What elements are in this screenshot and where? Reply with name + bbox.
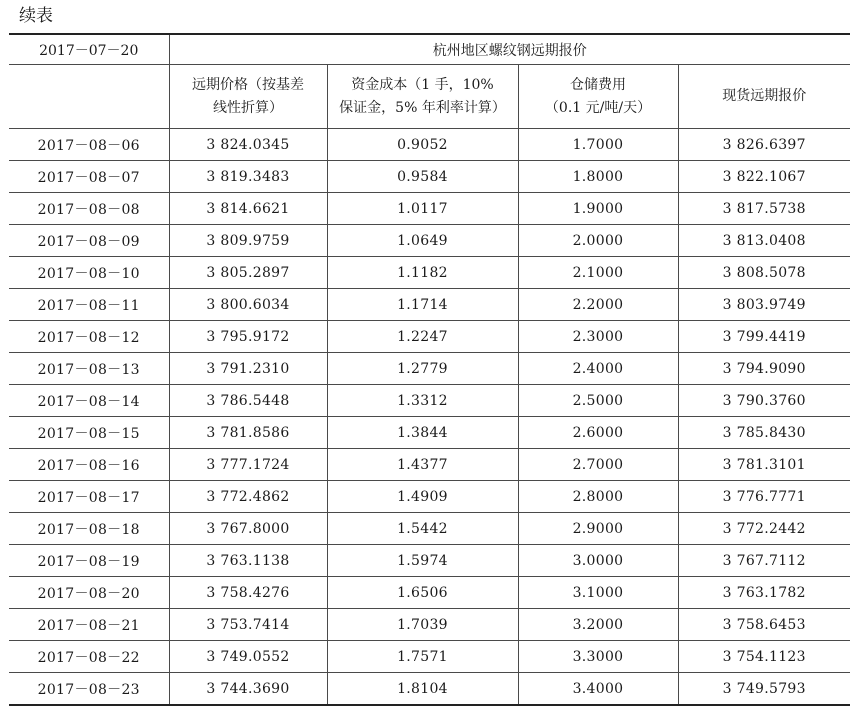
cell-date: 2017－08－20	[9, 577, 169, 609]
cell-storage-fee: 1.7000	[518, 129, 678, 161]
cell-forward-price: 3 749.0552	[169, 641, 327, 673]
cell-forward-price: 3 824.0345	[169, 129, 327, 161]
table-row	[9, 609, 850, 641]
cell-forward-price: 3 795.9172	[169, 321, 327, 353]
header-line: 现货远期报价	[722, 88, 807, 104]
cell-date: 2017－08－13	[9, 353, 169, 385]
header-line: 仓储费用	[570, 76, 626, 93]
cell-date: 2017－08－11	[9, 289, 169, 321]
cell-forward-price: 3 805.2897	[169, 257, 327, 289]
header-spot-forward-quote	[678, 65, 850, 129]
cell-capital-cost: 1.5442	[327, 513, 518, 545]
header-row-columns	[9, 65, 850, 129]
table-row	[9, 353, 850, 385]
cell-forward-price: 3 809.9759	[169, 225, 327, 257]
cell-spot-forward-quote: 3 785.8430	[678, 417, 850, 449]
header-line: （0.1 元/吨/天）	[544, 99, 652, 116]
header-line: 远期价格（按基差	[192, 76, 304, 93]
header-line: 保证金，5% 年利率计算）	[339, 99, 506, 116]
table-caption: 续表	[19, 6, 53, 26]
table-row	[9, 513, 850, 545]
cell-date: 2017－08－21	[9, 609, 169, 641]
cell-capital-cost: 1.2247	[327, 321, 518, 353]
table-row	[9, 257, 850, 289]
cell-storage-fee: 2.1000	[518, 257, 678, 289]
table-body	[9, 129, 850, 706]
cell-capital-cost: 1.3844	[327, 417, 518, 449]
cell-date: 2017－08－23	[9, 673, 169, 706]
cell-storage-fee: 2.4000	[518, 353, 678, 385]
cell-forward-price: 3 781.8586	[169, 417, 327, 449]
cell-spot-forward-quote: 3 767.7112	[678, 545, 850, 577]
cell-forward-price: 3 819.3483	[169, 161, 327, 193]
cell-spot-forward-quote: 3 772.2442	[678, 513, 850, 545]
table-row	[9, 161, 850, 193]
cell-storage-fee: 2.3000	[518, 321, 678, 353]
cell-storage-fee: 3.1000	[518, 577, 678, 609]
cell-date: 2017－08－16	[9, 449, 169, 481]
cell-capital-cost: 1.8104	[327, 673, 518, 706]
cell-spot-forward-quote: 3 758.6453	[678, 609, 850, 641]
table-row	[9, 289, 850, 321]
cell-storage-fee: 1.8000	[518, 161, 678, 193]
cell-forward-price: 3 814.6621	[169, 193, 327, 225]
cell-forward-price: 3 777.1724	[169, 449, 327, 481]
cell-forward-price: 3 763.1138	[169, 545, 327, 577]
cell-date: 2017－08－15	[9, 417, 169, 449]
cell-storage-fee: 2.0000	[518, 225, 678, 257]
cell-spot-forward-quote: 3 763.1782	[678, 577, 850, 609]
cell-storage-fee: 3.0000	[518, 545, 678, 577]
cell-spot-forward-quote: 3 781.3101	[678, 449, 850, 481]
cell-capital-cost: 1.2779	[327, 353, 518, 385]
header-line: 线性折算）	[213, 99, 283, 116]
cell-spot-forward-quote: 3 749.5793	[678, 673, 850, 706]
table-row	[9, 545, 850, 577]
table-row	[9, 417, 850, 449]
cell-date: 2017－08－06	[9, 129, 169, 161]
header-date: 2017－07－20	[9, 34, 169, 65]
cell-spot-forward-quote: 3 822.1067	[678, 161, 850, 193]
cell-storage-fee: 1.9000	[518, 193, 678, 225]
cell-storage-fee: 2.5000	[518, 385, 678, 417]
cell-date: 2017－08－12	[9, 321, 169, 353]
cell-capital-cost: 1.0649	[327, 225, 518, 257]
cell-forward-price: 3 744.3690	[169, 673, 327, 706]
table-row	[9, 481, 850, 513]
cell-capital-cost: 1.7039	[327, 609, 518, 641]
table-row	[9, 673, 850, 706]
cell-storage-fee: 3.4000	[518, 673, 678, 706]
price-table	[9, 33, 850, 706]
table-row	[9, 129, 850, 161]
header-capital-cost	[327, 65, 518, 129]
header-line: 资金成本（1 手，10%	[351, 76, 494, 93]
table-header	[9, 34, 850, 129]
cell-capital-cost: 1.1714	[327, 289, 518, 321]
cell-date: 2017－08－14	[9, 385, 169, 417]
cell-date: 2017－08－17	[9, 481, 169, 513]
cell-forward-price: 3 767.8000	[169, 513, 327, 545]
cell-capital-cost: 0.9584	[327, 161, 518, 193]
cell-spot-forward-quote: 3 794.9090	[678, 353, 850, 385]
cell-storage-fee: 3.3000	[518, 641, 678, 673]
cell-capital-cost: 1.4909	[327, 481, 518, 513]
table-row	[9, 449, 850, 481]
cell-spot-forward-quote: 3 776.7771	[678, 481, 850, 513]
cell-capital-cost: 1.3312	[327, 385, 518, 417]
header-empty-cell	[9, 65, 169, 129]
cell-spot-forward-quote: 3 813.0408	[678, 225, 850, 257]
table-row	[9, 385, 850, 417]
header-row-top	[9, 34, 850, 65]
cell-capital-cost: 1.4377	[327, 449, 518, 481]
cell-capital-cost: 1.6506	[327, 577, 518, 609]
cell-spot-forward-quote: 3 808.5078	[678, 257, 850, 289]
header-group-title: 杭州地区螺纹钢远期报价	[169, 34, 850, 65]
cell-date: 2017－08－10	[9, 257, 169, 289]
cell-spot-forward-quote: 3 817.5738	[678, 193, 850, 225]
table-row	[9, 321, 850, 353]
cell-date: 2017－08－19	[9, 545, 169, 577]
cell-forward-price: 3 758.4276	[169, 577, 327, 609]
cell-storage-fee: 3.2000	[518, 609, 678, 641]
header-forward-price	[169, 65, 327, 129]
table-row	[9, 225, 850, 257]
table-row	[9, 641, 850, 673]
cell-date: 2017－08－09	[9, 225, 169, 257]
cell-spot-forward-quote: 3 803.9749	[678, 289, 850, 321]
cell-date: 2017－08－08	[9, 193, 169, 225]
cell-date: 2017－08－22	[9, 641, 169, 673]
cell-capital-cost: 1.0117	[327, 193, 518, 225]
cell-forward-price: 3 772.4862	[169, 481, 327, 513]
cell-spot-forward-quote: 3 754.1123	[678, 641, 850, 673]
cell-storage-fee: 2.7000	[518, 449, 678, 481]
cell-storage-fee: 2.2000	[518, 289, 678, 321]
cell-capital-cost: 1.7571	[327, 641, 518, 673]
cell-storage-fee: 2.8000	[518, 481, 678, 513]
cell-forward-price: 3 800.6034	[169, 289, 327, 321]
table-row	[9, 577, 850, 609]
cell-storage-fee: 2.9000	[518, 513, 678, 545]
cell-date: 2017－08－18	[9, 513, 169, 545]
cell-forward-price: 3 786.5448	[169, 385, 327, 417]
cell-storage-fee: 2.6000	[518, 417, 678, 449]
cell-forward-price: 3 753.7414	[169, 609, 327, 641]
cell-spot-forward-quote: 3 826.6397	[678, 129, 850, 161]
cell-forward-price: 3 791.2310	[169, 353, 327, 385]
cell-date: 2017－08－07	[9, 161, 169, 193]
header-storage-fee	[518, 65, 678, 129]
cell-capital-cost: 1.1182	[327, 257, 518, 289]
cell-spot-forward-quote: 3 790.3760	[678, 385, 850, 417]
cell-capital-cost: 0.9052	[327, 129, 518, 161]
cell-capital-cost: 1.5974	[327, 545, 518, 577]
table-row	[9, 193, 850, 225]
cell-spot-forward-quote: 3 799.4419	[678, 321, 850, 353]
